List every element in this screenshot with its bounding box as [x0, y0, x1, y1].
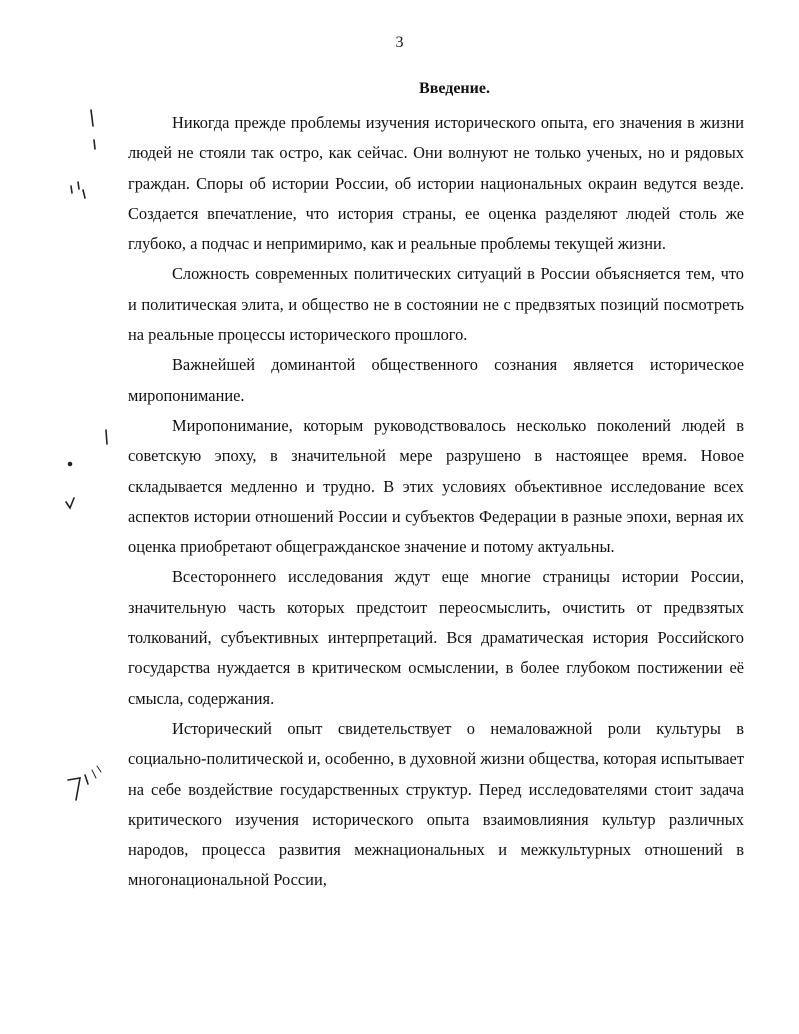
paragraph: Никогда прежде проблемы изучения исторического опыта, его значения в жизни людей не стояли так остро, как сейчас. Они волнуют не только ученых, но и рядовых граждан. Споры об истории России, об истории национальных окраин ведутся везде. Создается впечатление, что история страны, ее оценка разделяют людей столь же глубоко, а подчас и непримиримо, как и реальные проблемы текущей жизни. — [128, 113, 744, 254]
margin-mark — [92, 770, 96, 778]
paragraph: Важнейшей доминантой общественного сознания является историческое миропонимание. — [128, 355, 744, 405]
body-text — [128, 108, 744, 896]
margin-mark — [83, 190, 85, 198]
margin-mark — [69, 463, 72, 466]
margin-mark — [71, 186, 72, 193]
paragraph: Исторический опыт свидетельствует о немаловажной роли культуры в социально-политической и, особенно, в духовной жизни общества, которая испытывает на себе воздействие государственных структур. Перед исследователями стоит задача критического изучения исторического опыта взаимовлияния культур различных народов, процесса развития межнациональных и межкультурных отношений в многонациональной России, — [128, 718, 744, 890]
margin-mark — [85, 775, 88, 784]
paragraph: Всестороннего исследования ждут еще многие страницы истории России, значительную часть которых предстоит переосмыслить, очистить от предвзятых толкований, субъективных интерпретаций. Вся драматическая история Российского государства нуждается в критическом осмыслении, в более глубоком постижении её смысла, содержания. — [128, 567, 744, 708]
page-number: 3 — [395, 34, 404, 51]
margin-mark — [66, 498, 74, 508]
margin-mark — [78, 182, 79, 189]
margin-mark — [97, 766, 101, 772]
paragraph: Сложность современных политических ситуаций в России объясняется тем, что и политическая элита, и общество не в состоянии не с предвзятых позиций посмотреть на реальные процессы исторического прошлого. — [128, 264, 744, 345]
margin-mark — [106, 430, 107, 444]
page-heading: Введение. — [419, 80, 490, 97]
margin-mark — [94, 140, 95, 149]
paragraph: Миропонимание, которым руководствовалось несколько поколений людей в советскую эпоху, в значительной мере разрушено в настоящее время. Новое складывается медленно и трудно. В этих условиях объективное исследование всех аспектов истории отношений России и субъектов Федерации в разные эпохи, верная их оценка приобретают общегражданское значение и потому актуальны. — [128, 415, 744, 557]
margin-mark — [68, 778, 80, 800]
margin-mark — [91, 110, 93, 126]
